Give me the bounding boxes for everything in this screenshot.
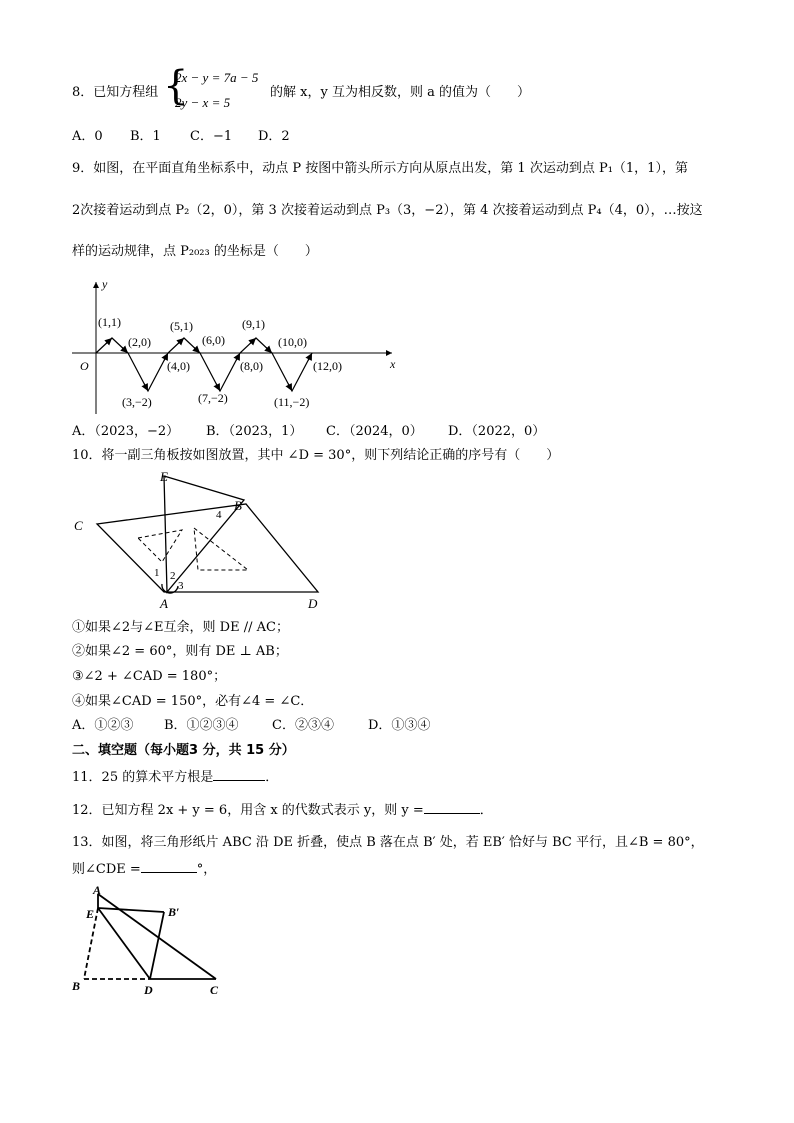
angle-2: 2 [170,570,176,582]
q10-triangle-figure [70,466,340,616]
q13-answer-blank[interactable] [141,860,197,873]
q11-text: 11．25 的算术平方根是 [72,770,214,785]
q10-statement-1: ①如果∠2与∠E互余，则 DE // AC； [72,620,289,635]
system-brace-icon: { [163,63,189,109]
arrow-11 [288,383,292,391]
section-2-heading: 二、填空题（每小题3 分，共 15 分） [72,743,295,758]
q10-statement-3: ③∠2 + ∠CAD = 180°； [72,669,227,684]
q9-line-1: 9．如图，在平面直角坐标系中，动点 P 按图中箭头所示方向从原点出发，第 1 次运动到点 P₁（1，1），第 [72,161,688,176]
point-label-1: (1,1) [98,315,121,329]
point-c: C [74,518,83,533]
segment-b1d [150,912,164,979]
point-a: A [160,596,168,611]
point-label-7: (7,−2) [198,391,228,405]
arrow-6 [194,347,200,353]
q10-option-b: B．①②③④ [164,718,239,733]
arrow-7 [216,383,220,391]
label-c: C [210,983,219,997]
side-ac [98,894,216,979]
q8-suffix: 的解 x，y 互为相反数，则 a 的值为（ ） [270,85,530,100]
q9-option-c: C．（2024，0） [326,424,423,439]
angle-1: 1 [154,567,160,579]
label-e: E [86,907,95,921]
q10-option-d: D．①③④ [368,718,431,733]
triangle-abe [164,476,244,592]
q12-text: 12．已知方程 2x + y = 6，用含 x 的代数式表示 y，则 y = [72,803,424,818]
q8-option-b: B．1 [130,129,161,144]
label-b: B [72,979,81,993]
q8-equation-1: 2x − y = 7a − 5 [175,70,259,85]
point-label-3: (3,−2) [122,395,152,409]
q9-option-a: A．（2023，−2） [72,424,180,439]
label-a: A [93,884,102,897]
q12 [72,801,493,820]
q9-line-3: 样的运动规律，点 P₂₀₂₃ 的坐标是（ ） [72,244,318,259]
arrow-3 [144,383,148,391]
q10-statement-4: ④如果∠CAD = 150°，必有∠4 = ∠C． [72,694,314,709]
arrow-1 [106,338,112,344]
q11-end: ． [265,770,279,785]
segment-eb1 [98,908,164,912]
point-b: B [234,498,242,513]
point-label-5: (5,1) [170,319,193,333]
arrow-10 [266,347,272,353]
arrow-12 [308,353,312,361]
angle-4: 4 [216,509,222,521]
q13-fold-figure [70,884,230,1004]
q13-line-2 [72,860,216,879]
q9-coordinate-graph [72,276,412,416]
label-b-prime: B′ [168,905,180,919]
point-label-4: (4,0) [167,359,190,373]
q8-option-c: C．−1 [190,129,233,144]
q13-line-1: 13．如图，将三角形纸片 ABC 沿 DE 折叠，使点 B 落在点 B′ 处，若 EB′ 恰好与 BC 平行，且∠B = 80°， [72,835,704,850]
triangle-acd [97,504,318,592]
dashed-triangle-right [194,528,248,570]
q9-line-2: 2次接着运动到点 P₂（2，0），第 3 次接着运动到点 P₃（3，−2），第 4 次接着运动到点 P₄（4，0），…按这 [72,203,703,218]
y-axis-label: y [102,277,108,291]
q13-text: 则∠CDE = [72,862,141,877]
q10-statement-2: ②如果∠2 = 60°，则有 DE ⊥ AB； [72,644,288,659]
q11 [72,768,278,787]
point-label-10: (10,0) [278,335,307,349]
origin-label: O [80,359,89,373]
q9-option-b: B．（2023，1） [206,424,303,439]
dashed-triangle-left [138,530,182,562]
q10-stem: 10．将一副三角板按如图放置，其中 ∠D = 30°，则下列结论正确的序号有（ ） [72,448,560,463]
fold-line-de [98,908,150,979]
q8-option-d: D．2 [258,129,290,144]
q12-answer-blank[interactable] [424,801,480,814]
x-axis-label: x [390,357,396,371]
arrow-9 [250,338,256,344]
angle-3: 3 [178,580,184,592]
point-label-2: (2,0) [128,335,151,349]
arrow-5 [178,338,184,344]
q13-end: °， [196,862,217,877]
point-label-12: (12,0) [313,359,342,373]
point-label-6: (6,0) [202,333,225,347]
point-label-9: (9,1) [242,317,265,331]
q10-option-c: C．②③④ [272,718,334,733]
point-label-8: (8,0) [240,359,263,373]
point-d: D [308,596,318,611]
q12-end: ． [479,803,493,818]
label-d: D [144,983,153,997]
q8-equation-2: 2y − x = 5 [175,95,231,110]
q8-option-a: A．0 [72,129,103,144]
q11-answer-blank[interactable] [213,768,265,781]
q8-prefix: 8．已知方程组 [72,85,159,100]
point-e: E [160,469,168,484]
q10-option-a: A．①②③ [72,718,134,733]
point-label-11: (11,−2) [274,395,310,409]
q9-option-d: D．（2022，0） [448,424,546,439]
